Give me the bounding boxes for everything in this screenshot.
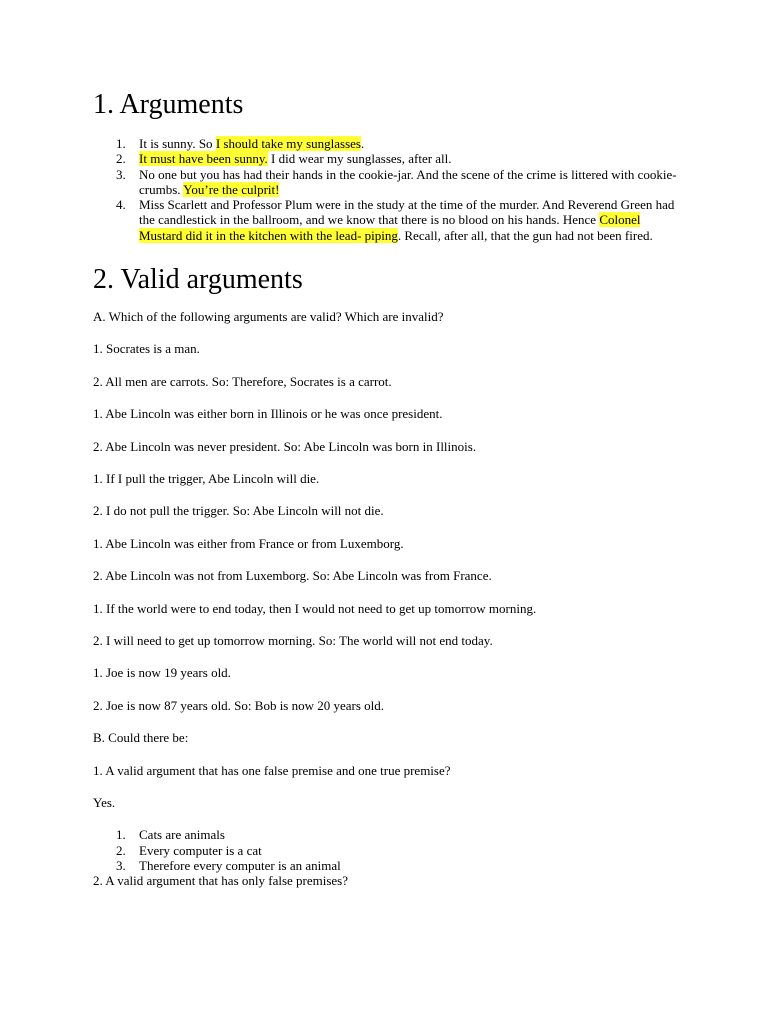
item-text [139, 151, 452, 166]
paragraph: 1. If I pull the trigger, Abe Lincoln will die. [93, 471, 320, 487]
paragraph: 2. Abe Lincoln was not from Luxemborg. So: Abe Lincoln was from France. [93, 568, 492, 584]
list-number: 1. [116, 136, 126, 151]
list-number: 1. [116, 827, 126, 843]
arguments-list [93, 136, 678, 243]
item-text [139, 167, 677, 197]
highlighted-text: You’re the culprit! [183, 181, 280, 197]
paragraph: B. Could there be: [93, 730, 189, 746]
paragraph: 2. I will need to get up tomorrow morning. So: The world will not end today. [93, 632, 493, 648]
item-text: Therefore every computer is an animal [139, 857, 341, 873]
section-heading-valid-arguments: 2. Valid arguments [93, 264, 303, 296]
highlighted-text: It must have been sunny. [139, 151, 268, 167]
list-item [93, 843, 678, 858]
paragraph: 1. A valid argument that has one false premise and one true premise? [93, 762, 451, 778]
paragraph: 1. Socrates is a man. [93, 341, 200, 357]
highlighted-text: Colonel Mustard did it in the kitchen with the lead- piping [139, 212, 641, 243]
list-number: 4. [116, 197, 126, 213]
text-segment: No one but you has had their hands in the cookie-jar. And the scene of the crime is littered with cookie-crumbs. [139, 166, 677, 197]
argument-item [93, 167, 678, 198]
list-number: 3. [116, 857, 126, 873]
section-heading-arguments: 1. Arguments [93, 89, 244, 120]
valid-arguments-body [93, 309, 678, 810]
argument-item [93, 136, 678, 151]
paragraph: 1. Joe is now 19 years old. [93, 665, 231, 681]
paragraph: 2. Joe is now 87 years old. So: Bob is now 20 years old. [93, 697, 385, 713]
paragraph: 2. All men are carrots. So: Therefore, Socrates is a carrot. [93, 373, 392, 389]
paragraph: 1. Abe Lincoln was either from France or from Luxemborg. [93, 535, 404, 551]
item-text: Cats are animals [139, 827, 225, 843]
paragraph: 2. Abe Lincoln was never president. So: Abe Lincoln was born in Illinois. [93, 438, 477, 454]
list-number: 2. [116, 842, 126, 858]
example-argument-list [93, 827, 678, 873]
highlighted-text: I should take my sunglasses [215, 136, 361, 151]
paragraph: Yes. [93, 794, 116, 810]
text-segment: It is sunny. So [139, 136, 216, 151]
list-number: 2. [116, 151, 126, 167]
text-segment: . [360, 136, 365, 151]
list-item [93, 827, 678, 842]
paragraph: 2. I do not pull the trigger. So: Abe Lincoln will not die. [93, 503, 384, 519]
item-text: Every computer is a cat [139, 842, 262, 858]
text-segment: . Recall, after all, that the gun had not been fired. [397, 227, 653, 243]
text-segment: Miss Scarlett and Professor Plum were in the study at the time of the murder. And Reverend Green had the candlestick in the ballroom, and we know that there is no blood on his hands. Hence [139, 197, 675, 228]
item-text [139, 197, 674, 243]
text-segment: I did wear my sunglasses, after all. [267, 151, 452, 167]
paragraph: A. Which of the following arguments are valid? Which are invalid? [93, 309, 444, 325]
argument-item [93, 197, 678, 243]
list-item [93, 858, 678, 873]
item-text [139, 136, 364, 151]
paragraph: 2. A valid argument that has only false premises? [93, 873, 349, 889]
list-number: 3. [116, 166, 126, 182]
paragraph: 1. If the world were to end today, then I would not need to get up tomorrow morning. [93, 600, 537, 616]
paragraph: 1. Abe Lincoln was either born in Illinois or he was once president. [93, 406, 443, 422]
argument-item [93, 151, 678, 166]
